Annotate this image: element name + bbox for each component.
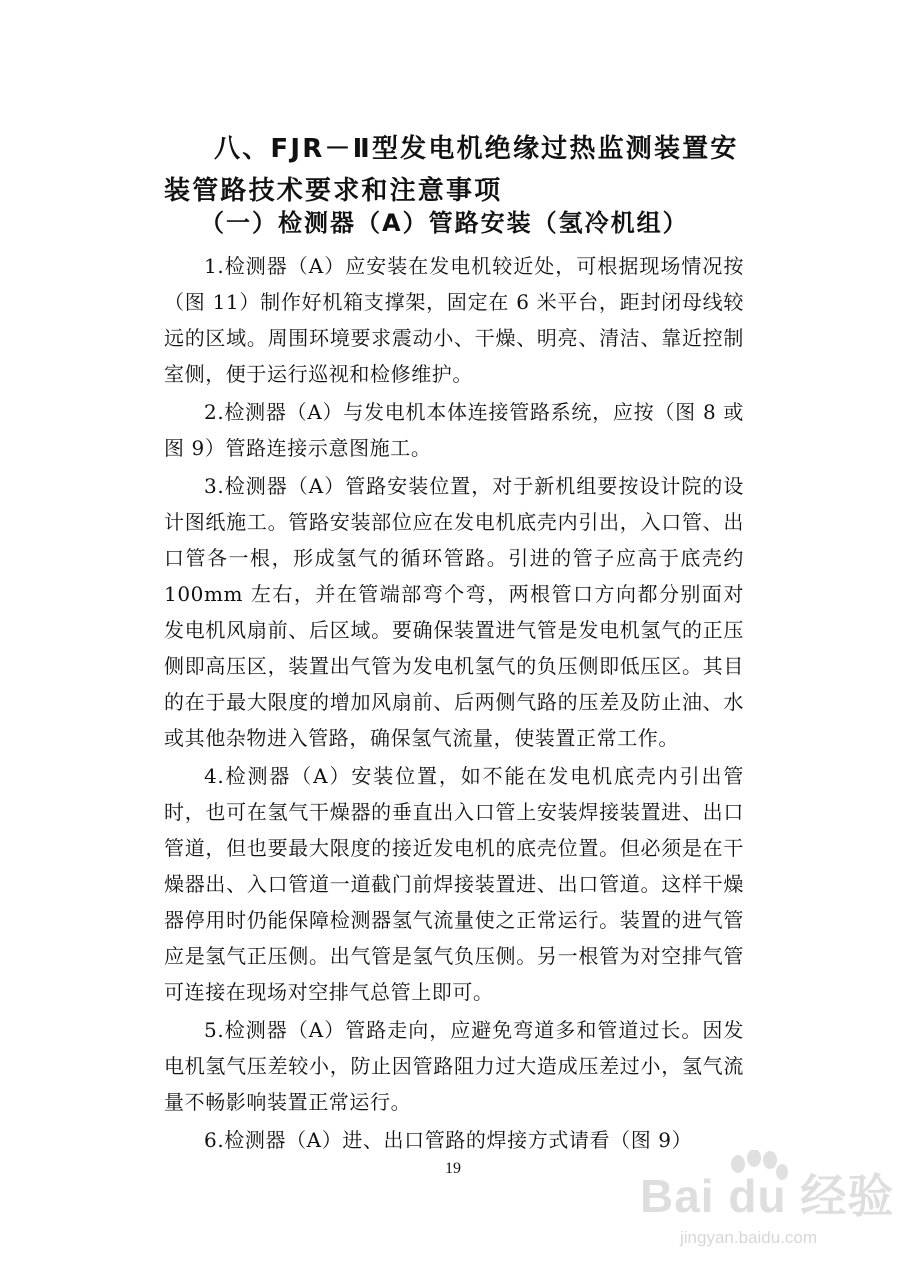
watermark-url: jingyan.baidu.com — [680, 1228, 818, 1247]
subsection-heading: （一）检测器（A）管路安装（氢冷机组） — [200, 209, 689, 237]
baidu-jingyan-watermark — [640, 1150, 895, 1270]
paragraph-5: 5.检测器（A）管路走向，应避免弯道多和管道过长。因发电机氢气压差较小，防止因管路阻力过大造成压差过小，氢气流量不畅影响装置正常运行。 — [164, 1018, 744, 1114]
paragraph-4: 4.检测器（A）安装位置，如不能在发电机底壳内引出管时，也可在氢气干燥器的垂直出入口管上安装焊接装置进、出口管道，但也要最大限度的接近发电机的底壳位置。但必须是在干燥器出、入口管道一道截门前焊接装置进、出口管道。这样干燥器停用时仍能保障检测器氢气流量使之正常运行。装置的进气管应是氢气正压侧。出气管是氢气负压侧。另一根管为对空排气管可连接在现场对空排气总管上即可。 — [164, 764, 744, 1004]
paragraph-1: 1.检测器（A）应安装在发电机较近处，可根据现场情况按（图 11）制作好机箱支撑架，固定在 6 米平台，距封闭母线较远的区域。周围环境要求震动小、干燥、明亮、清洁、靠近控制室侧，便于运行巡视和检修维护。 — [164, 254, 744, 386]
page-number: 19 — [445, 1160, 461, 1177]
paragraph-6: 6.检测器（A）进、出口管路的焊接方式请看（图 9） — [204, 1128, 693, 1152]
paragraph-3: 3.检测器（A）管路安装位置，对于新机组要按设计院的设计图纸施工。管路安装部位应在发电机底壳内引出，入口管、出口管各一根，形成氢气的循环管路。引进的管子应高于底壳约 100mm 左右，并在管端部弯个弯，两根管口方向都分别面对发电机风扇前、后区域。要确保装置进气管是发电机氢气的正压侧即高压区，装置出气管为发电机氢气的负压侧即低压区。其目的在于最大限度的增加风扇前、后两侧气路的压差及防止油、水或其他杂物进入管路，确保氢气流量，使装置正常工作。 — [164, 474, 744, 750]
watermark-logo: Bai du 经验 — [640, 1170, 895, 1222]
paragraph-2: 2.检测器（A）与发电机本体连接管路系统，应按（图 8 或图 9）管路连接示意图施工。 — [164, 400, 744, 460]
body-text — [164, 248, 744, 1160]
section-heading: 八、FJR－Ⅱ型发电机绝缘过热监测装置安装管路技术要求和注意事项 — [164, 134, 739, 206]
